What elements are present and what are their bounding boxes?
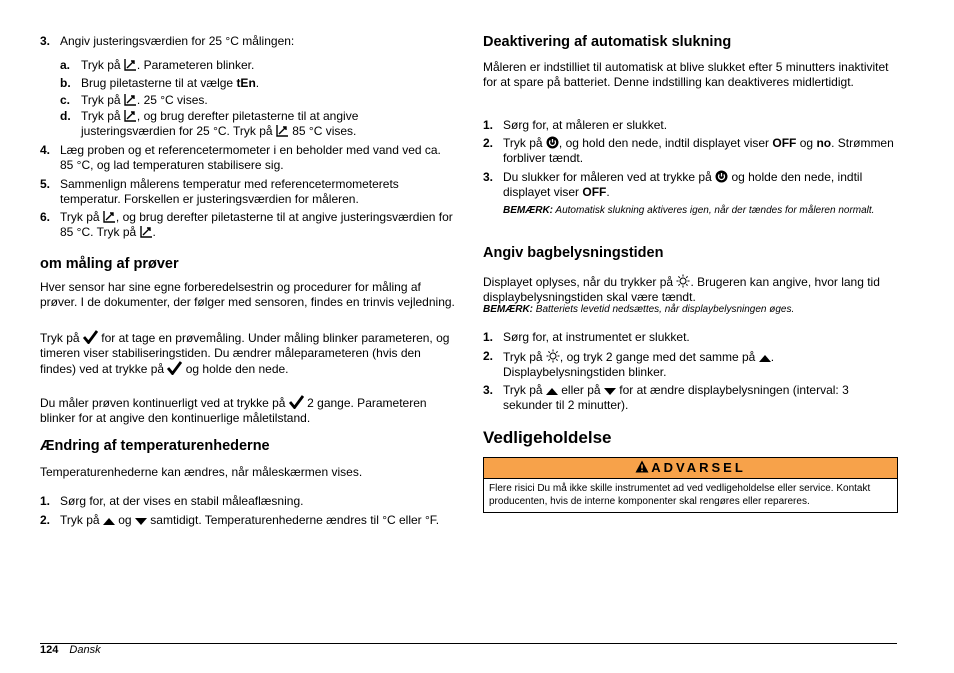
calibrate-icon <box>124 109 137 122</box>
checkmark-icon <box>289 395 304 409</box>
warning-box <box>483 457 898 513</box>
arrow-up-icon <box>546 387 558 396</box>
note-auto-off: BEMÆRK: Automatisk slukning aktiveres igen, når der tændes for måleren normalt. <box>503 205 875 216</box>
footer <box>40 643 101 657</box>
paragraph-deactivate: Måleren er indstilliet til automatisk at blive slukket efter 5 minutters inaktivitet for at spare på batteriet. Denne indstilling kan deaktiveres midlertidigt. <box>483 60 889 89</box>
arrow-up-icon <box>103 517 115 526</box>
heading-maaling: om måling af prøver <box>40 256 179 272</box>
paragraph-maaling-1: Hver sensor har sine egne forberedelsestrin og procedurer for måling af prøver. I de dokumenter, der følger med sensoren, findes en trinvis vejledning. <box>40 280 455 309</box>
arrow-up-icon <box>759 354 771 363</box>
calibrate-icon <box>103 210 116 223</box>
warning-icon <box>635 460 649 473</box>
page-number: 124 <box>40 644 59 656</box>
footer-divider <box>40 643 897 644</box>
warning-header: ADVARSEL <box>484 458 897 479</box>
note-backlight: BEMÆRK: Batteriets levetid nedsættes, når displaybelysningen øges. <box>483 304 795 315</box>
paragraph-backlight: Displayet oplyses, når du trykker på . Brugeren kan angive, hvor lang tid displaybelysningstiden skal være tændt. <box>483 275 880 304</box>
heading-maintenance: Vedligeholdelse <box>483 428 612 447</box>
calibrate-icon <box>140 225 153 238</box>
arrow-down-icon <box>135 517 147 526</box>
paragraph-temperature: Temperaturenhederne kan ændres, når måleskærmen vises. <box>40 465 363 479</box>
arrow-down-icon <box>604 387 616 396</box>
heading-deactivate-auto-off: Deaktivering af automatisk slukning <box>483 34 732 50</box>
language-label: Dansk <box>69 644 101 656</box>
backlight-icon <box>676 274 690 288</box>
warning-text: Flere risici Du må ikke skille instrumentet ad ved vedligeholdelse eller service. Kontakt producenten, hvis de interne komponenter skal rengøres eller repareres. <box>489 483 871 507</box>
heading-backlight: Angiv bagbelysningstiden <box>483 245 664 261</box>
checkmark-icon <box>83 330 98 344</box>
heading-temperature: Ændring af temperaturenhederne <box>40 438 270 454</box>
checkmark-icon <box>167 361 182 375</box>
calibrate-icon <box>124 58 137 71</box>
backlight-icon <box>546 349 560 363</box>
paragraph-maaling-2: Tryk på for at tage en prøvemåling. Under måling blinker parameteren, og timeren viser stabiliseringstiden. Du ændrer måleparameteren (hvis den findes) ved at trykke på og holde den nede. <box>40 331 450 376</box>
paragraph-maaling-3: Du måler prøven kontinuerligt ved at trykke på 2 gange. Parameteren blinker for at angive den kontinuerlige måletilstand. <box>40 396 427 425</box>
calibrate-icon <box>276 124 289 137</box>
power-icon <box>715 170 728 183</box>
power-icon <box>546 136 559 149</box>
calibrate-icon <box>124 93 137 106</box>
